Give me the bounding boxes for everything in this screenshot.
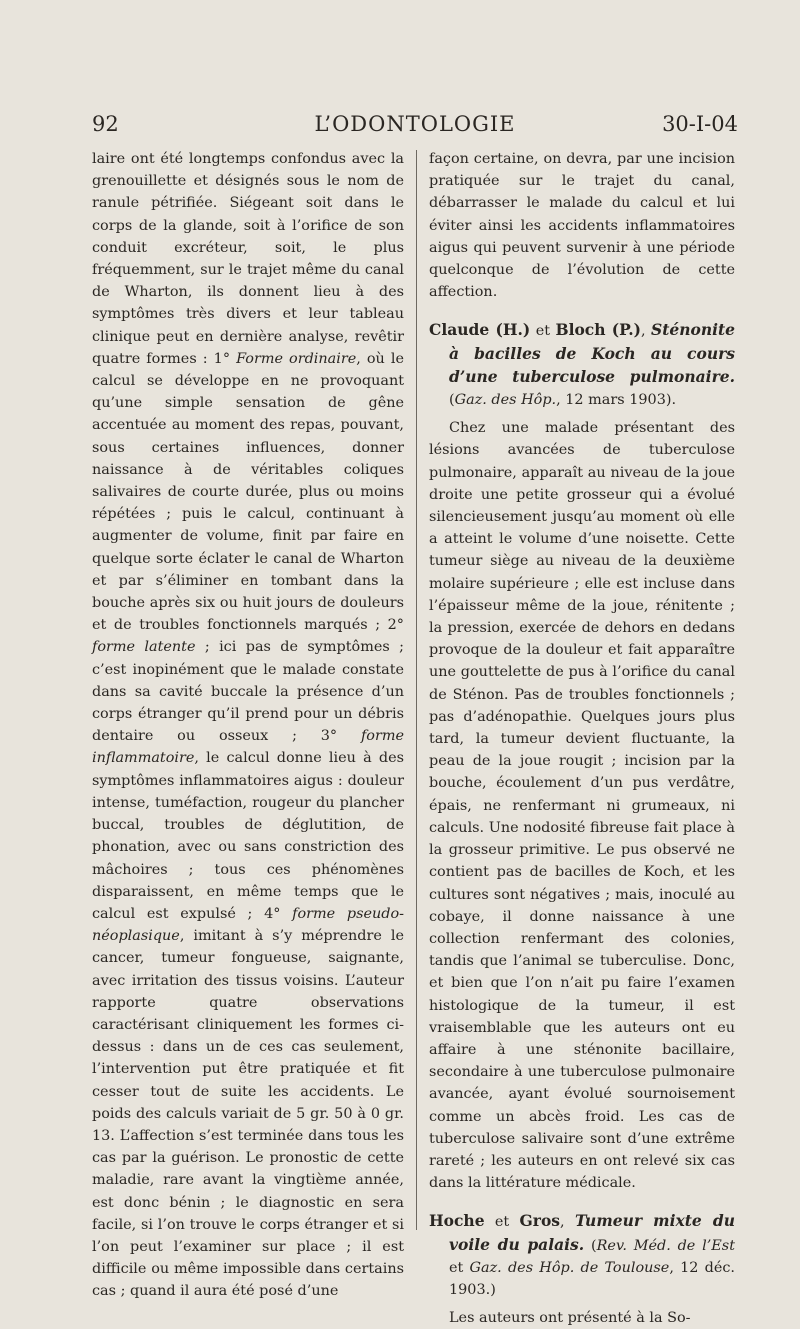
text-run: ; ici pas de symptômes ; c’est inopinément que le malade constate dans sa cavité buccale la présence d’un corps étranger qu’il prend pour un débris dentaire ou osseux ; 3° <box>92 639 404 745</box>
paragraph-stenonite: Chez une malade présentant des lésions avancées de tuberculose pulmonaire, apparaît au niveau de la joue droite une petite grosseur qui a évolué silencieusement jusqu’au moment où elle a atteint le volume d’une noisette. Cette tumeur siège au niveau de la deuxième molaire supérieure ; elle est incluse dans l’épaisseur même de la joue, rénitente ; la pression, exercée de dehors en dedans provoque de la douleur et fait apparaître une gouttelette de pus à l’orifice du canal de Sténon. Pas de troubles fonctionnels ; pas d’adénopathie. Quelques jours plus tard, la tumeur devient fluctuante, la peau de la joue rougit ; incision par la bouche, écoulement d’un pus verdâtre, épais, ne renfermant ni grumeaux, ni calculs. Une nodosité fibreuse fait place à la grosseur primitive. Le pus observé ne contient pas de bacilles de Koch, et les cultures sont négatives ; mais, inoculé au cobaye, il donne naissance à une collection renfermant des colonies, tandis que l’animal se tuberculise. Donc, et bien que l’on n’ait pu faire l’examen histologique de la tumeur, il est vraisemblable que les auteurs ont eu affaire à une sténonite bacillaire, secondaire à une tuberculose pulmonaire avancée, ayant évolué sournoisement comme un abcès froid. Les cas de tuberculose salivaire sont d’une extrême rareté ; les auteurs en ont relevé six cas dans la littérature médicale. <box>429 420 735 1192</box>
entry-separator: , <box>640 323 651 340</box>
text-run: , le calcul donne lieu à des symptômes inflammatoires aigus : douleur intense, tuméfaction, rougeur du plancher buccal, troubles de déglutition, de phonation, avec ou sans constriction des mâchoires ; tous ces phénomènes disparaissent, en même temps que le calcul est expulsé ; 4° <box>92 750 404 922</box>
page-number: 92 <box>92 112 119 136</box>
entry-journal: Gaz. des Hôp. <box>454 392 557 409</box>
entry-reference: ( <box>584 1237 597 1254</box>
italic-term: forme pseudo-néoplasique <box>92 905 405 945</box>
running-header <box>92 112 738 138</box>
journal-title: L’ODONTOLOGIE <box>314 112 516 136</box>
paragraph-salivary-calculi <box>92 148 404 1303</box>
entry-reference: , 12 déc. 1903.) <box>449 1259 735 1298</box>
entry-reference: , 12 mars 1903). <box>556 392 677 409</box>
entry-author: Gros <box>519 1211 561 1231</box>
entry-conjunction: et <box>484 1214 520 1231</box>
entry-title: Tumeur mixte du voile du palais. <box>449 1211 735 1254</box>
entry-journal: Rev. Méd. de l’Est <box>596 1237 735 1254</box>
entry-reference: et <box>449 1259 470 1276</box>
text-run: , où le calcul se développe en ne provoquant qu’une simple sensation de gêne accentuée au moment des repas, pouvant, sous certaines influences, donner naissance à de véritables coliques salivaires de courte durée, plus ou moins répétées ; puis le calcul, continuant à augmenter de volume, finit par faire en quelque sorte éclater le canal de Wharton et par s’éliminer en tombant dans la bouche après six ou huit jours de douleurs et de troubles fonctionnels marqués ; 2° <box>92 350 405 634</box>
bibliography-entry-hoche-gros <box>429 1210 735 1301</box>
issue-date: 30-I-04 <box>662 112 738 136</box>
italic-term: Forme ordinaire <box>236 350 357 367</box>
left-column <box>92 148 404 1303</box>
column-divider <box>416 150 417 1230</box>
entry-title: Sténonite à bacilles de Koch au cours d’une tuberculose pulmonaire. <box>449 320 736 386</box>
entry-author: Claude (H.) <box>429 320 531 340</box>
right-column <box>429 148 735 1329</box>
bibliography-entry-claude-bloch <box>429 319 735 411</box>
italic-term: forme inflammatoire <box>92 728 404 767</box>
italic-term: forme latente <box>92 639 196 656</box>
entry-separator: , <box>560 1214 575 1231</box>
text-run: laire ont été longtemps confondus avec la grenouillette et désignés sous le nom de ranule pétrifiée. Siégeant soit dans le corps de la glande, soit à l’orifice de son conduit excréteur, soit, le plus fréquemment, sur le trajet même du canal de Wharton, ils donnent lieu à des symptômes très divers et leur tableau clinique peut en dernière analyse, revêtir quatre formes : 1° <box>92 151 404 367</box>
entry-reference: ( <box>449 392 455 409</box>
entry-journal: Gaz. des Hôp. de Toulouse <box>469 1259 670 1276</box>
entry-author: Hoche <box>429 1211 485 1231</box>
text-run: , imitant à s’y méprendre le cancer, tumeur fongueuse, saignante, avec irritation des tissus voisins. L’auteur rapporte quatre observations caractérisant cliniquement les formes ci-dessus : dans un de ces cas seulement, l’intervention put être pratiquée et fit cesser tout de suite les accidents. Le poids des calculs variait de 5 gr. 50 à 0 gr. 13. L’affection s’est terminée dans tous les cas par la guérison. Le pronostic de cette maladie, rare avant la vingtième année, est donc bénin ; le diagnostic en sera facile, si l’on trouve le corps étranger et si l’on peut l’examiner sur place ; il est difficile ou même impossible dans certains cas ; quand il aura été posé d’une <box>92 928 404 1300</box>
entry-author: Bloch (P.) <box>555 320 641 340</box>
entry-conjunction: et <box>530 323 556 340</box>
paragraph-continuation: façon certaine, on devra, par une incision pratiquée sur le trajet du canal, débarrasser le malade du calcul et lui éviter ainsi les accidents inflammatoires aigus qui peuvent survenir à une période quelconque de l’évolution de cette affection. <box>429 151 735 301</box>
paragraph-closing: Les auteurs ont présenté à la So- <box>449 1310 691 1327</box>
